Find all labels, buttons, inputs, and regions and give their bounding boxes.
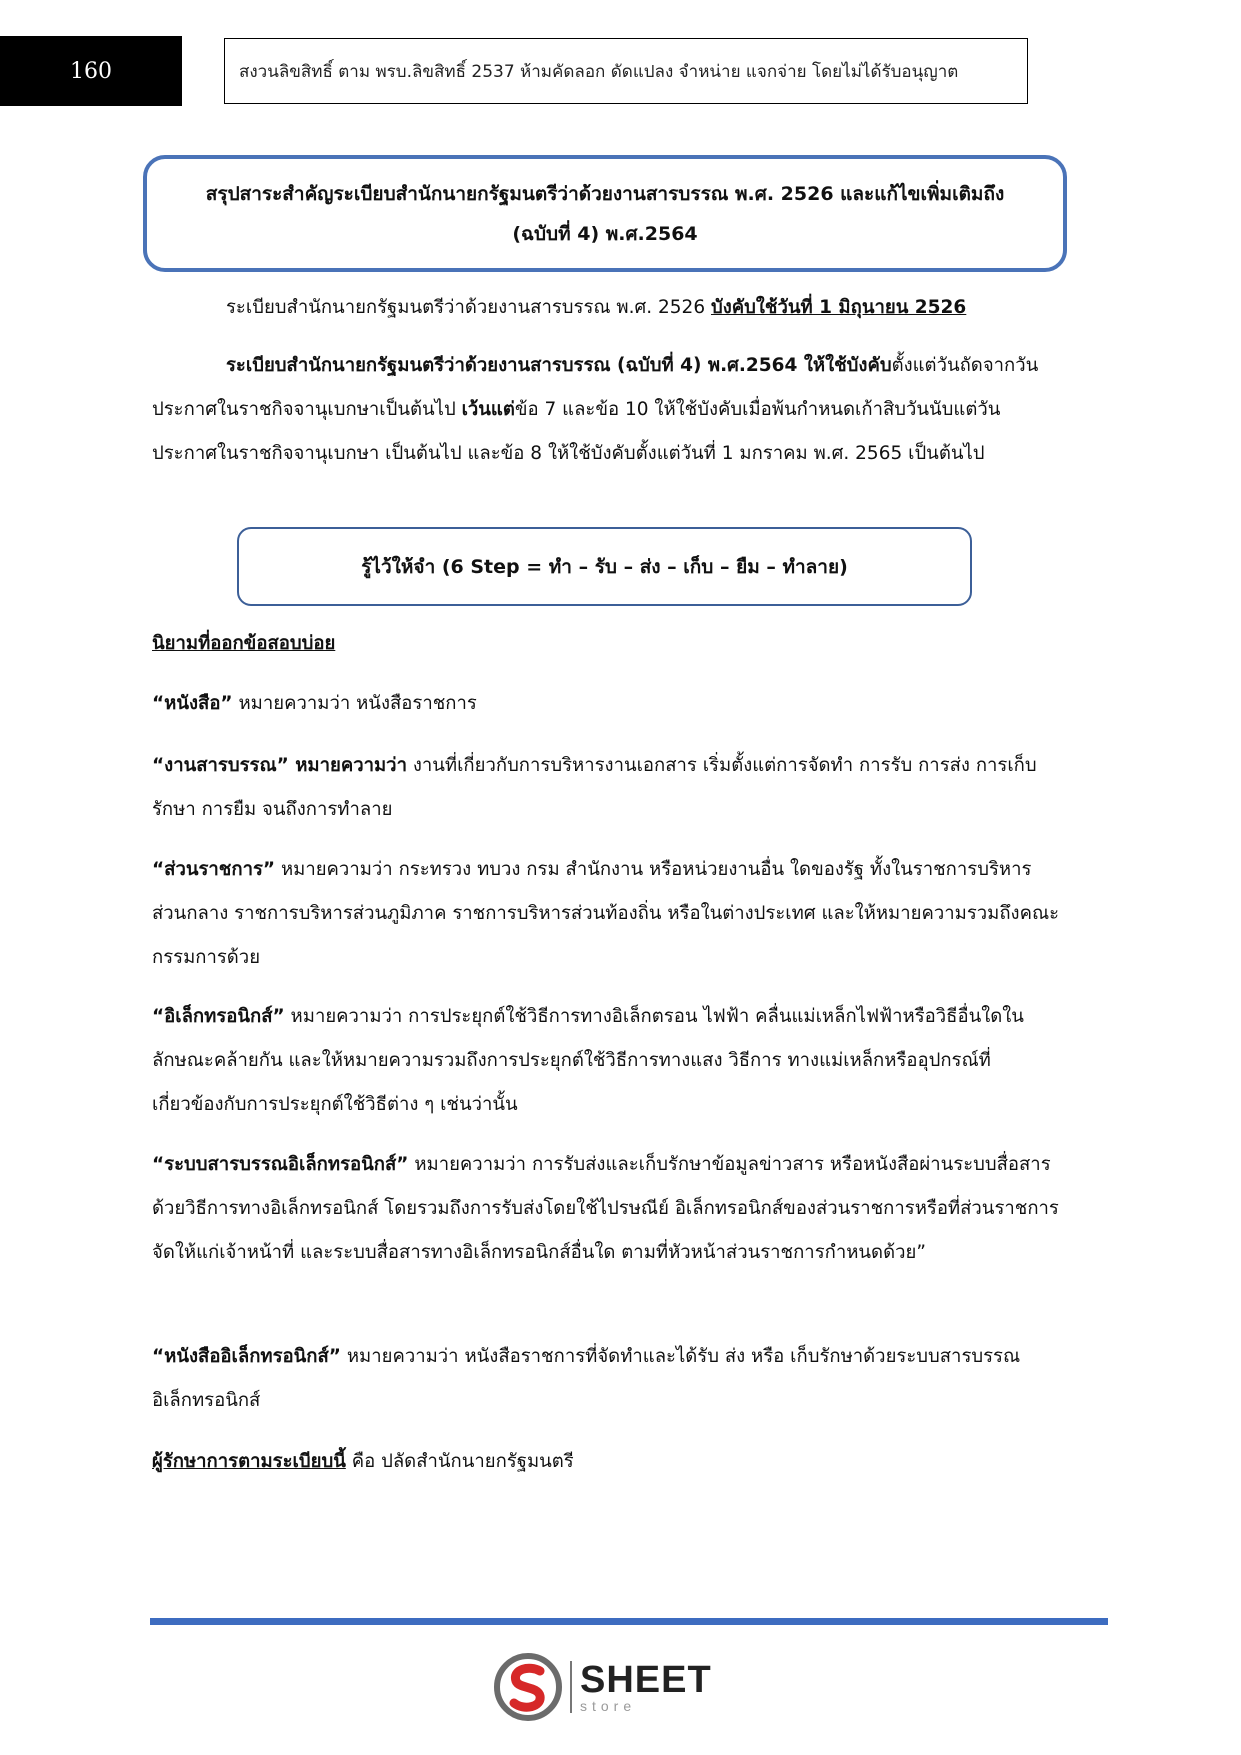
amendment-lead: ระเบียบสำนักนายกรัฐมนตรีว่าด้วยงานสารบรรณ (ฉบับที่ 4) พ.ศ.2564 ให้ใช้บังคับ — [226, 355, 892, 376]
definition-text: หมายความว่า การรับส่งและเก็บรักษาข้อมูลข่าวสาร หรือหนังสือผ่านระบบสื่อสารด้วยวิธีการทางอิเล็กทรอนิกส์ โดยรวมถึงการรับส่งโดยใช้ไปรษณีย์ อิเล็กทรอนิกส์ของส่วนราชการหรือที่ส่วนราชการจัดให้แก่เจ้าหน้าที่ และระบบสื่อสารทางอิเล็กทรอนิกส์อื่นใด ตามที่หัวหน้าส่วนราชการกำหนดด้วย” — [152, 1154, 1059, 1263]
definition-text: หมายความว่า กระทรวง ทบวง กรม สำนักงาน หรือหน่วยงานอื่น ใดของรัฐ ทั้งในราชการบริหารส่วนกลาง ราชการบริหารส่วนภูมิภาค ราชการบริหารส่วนท้องถิ่น หรือในต่างประเทศ และให้หมายความรวมถึงคณะกรรมการด้วย — [152, 859, 1060, 968]
copyright-header — [224, 38, 1028, 104]
definition-text: หมายความว่า การประยุกต์ใช้วิธีการทางอิเล็กตรอน ไฟฟ้า คลื่นแม่เหล็กไฟฟ้าหรือวิธีอื่นใดในลักษณะคล้ายกัน และให้หมายความรวมถึงการประยุกต์ใช้วิธีการทางแสง วิธีการ ทางแม่เหล็กหรืออุปกรณ์ที่เกี่ยวข้องกับการประยุกต์ใช้วิธีต่าง ๆ เช่นว่านั้น — [152, 1006, 1024, 1115]
definition-term: “หนังสืออิเล็กทรอนิกส์” — [152, 1346, 341, 1367]
remember-box — [237, 527, 972, 606]
amendment-paragraph — [152, 344, 1060, 476]
definition-item — [152, 1143, 1060, 1275]
sheet-store-logo-icon — [494, 1653, 562, 1721]
title-line-1: สรุปสาระสำคัญระเบียบสำนักนายกรัฐมนตรีว่าด้วยงานสารบรรณ พ.ศ. 2526 และแก้ไขเพิ่มเติมถึง — [205, 182, 1005, 205]
definition-item — [152, 848, 1060, 980]
logo-text — [580, 1661, 712, 1713]
page-number: 160 — [0, 36, 182, 106]
enforcer-paragraph — [152, 1440, 1060, 1484]
definition-text: หมายความว่า หนังสือราชการ — [232, 693, 477, 714]
definition-item — [152, 682, 1060, 726]
effective-text: ระเบียบสำนักนายกรัฐมนตรีว่าด้วยงานสารบรรณ พ.ศ. 2526 — [226, 297, 711, 318]
definition-item — [152, 1335, 1060, 1423]
definition-term: “หนังสือ” — [152, 693, 233, 714]
definition-text: หมายความว่า หนังสือราชการที่จัดทำและได้รับ ส่ง หรือ เก็บรักษาด้วยระบบสารบรรณอิเล็กทรอนิกส์ — [152, 1346, 1021, 1411]
amendment-text-2: ข้อ 7 และข้อ 10 ให้ใช้บังคับเมื่อพ้นกำหนดเก้าสิบวันนับแต่วันประกาศในราชกิจจานุเบกษา เป็นต้นไป และข้อ 8 ให้ใช้บังคับตั้งแต่วันที่ 1 มกราคม พ.ศ. 2565 เป็นต้นไป — [152, 399, 1001, 464]
definition-item — [152, 744, 1060, 832]
amendment-except: เว้นแต่ — [461, 399, 515, 420]
definition-term: “งานสารบรรณ” หมายความว่า — [152, 755, 407, 776]
copyright-text: สงวนลิขสิทธิ์ ตาม พรบ.ลิขสิทธิ์ 2537 ห้ามคัดลอก ดัดแปลง จำหน่าย แจกจ่าย โดยไม่ได้รับอนุญาต — [239, 61, 959, 82]
title-box — [143, 155, 1067, 272]
enforcer-text: คือ ปลัดสำนักนายกรัฐมนตรี — [345, 1451, 574, 1472]
footer-divider — [150, 1618, 1108, 1625]
definition-text: งานที่เกี่ยวกับการบริหารงานเอกสาร เริ่มตั้งแต่การจัดทำ การรับ การส่ง การเก็บรักษา การยืม จนถึงการทำลาย — [152, 755, 1037, 820]
definitions-heading-text: นิยามที่ออกข้อสอบบ่อย — [152, 633, 336, 654]
enforcer-label: ผู้รักษาการตามระเบียบนี้ — [152, 1451, 346, 1472]
sheet-store-logo — [494, 1651, 714, 1723]
effective-paragraph — [152, 286, 1060, 330]
title-line-2: (ฉบับที่ 4) พ.ศ.2564 — [512, 222, 698, 245]
definition-term: “อิเล็กทรอนิกส์” — [152, 1006, 285, 1027]
logo-main-text: SHEET — [580, 1659, 712, 1701]
logo-separator — [570, 1661, 572, 1713]
definition-term: “ส่วนราชการ” — [152, 859, 276, 880]
definition-term: “ระบบสารบรรณอิเล็กทรอนิกส์” — [152, 1154, 409, 1175]
remember-text: รู้ไว้ให้จำ (6 Step = ทำ – รับ – ส่ง – เก็บ – ยืม – ทำลาย) — [361, 555, 848, 578]
logo-sub-text: store — [580, 1698, 637, 1714]
definitions-heading — [152, 622, 1060, 666]
effective-date: บังคับใช้วันที่ 1 มิถุนายน 2526 — [710, 297, 967, 318]
definition-item — [152, 995, 1060, 1127]
amendment-text-1: ตั้งแต่วันถัดจากวันประกาศในราชกิจจานุเบกษาเป็นต้นไป — [152, 355, 1039, 420]
